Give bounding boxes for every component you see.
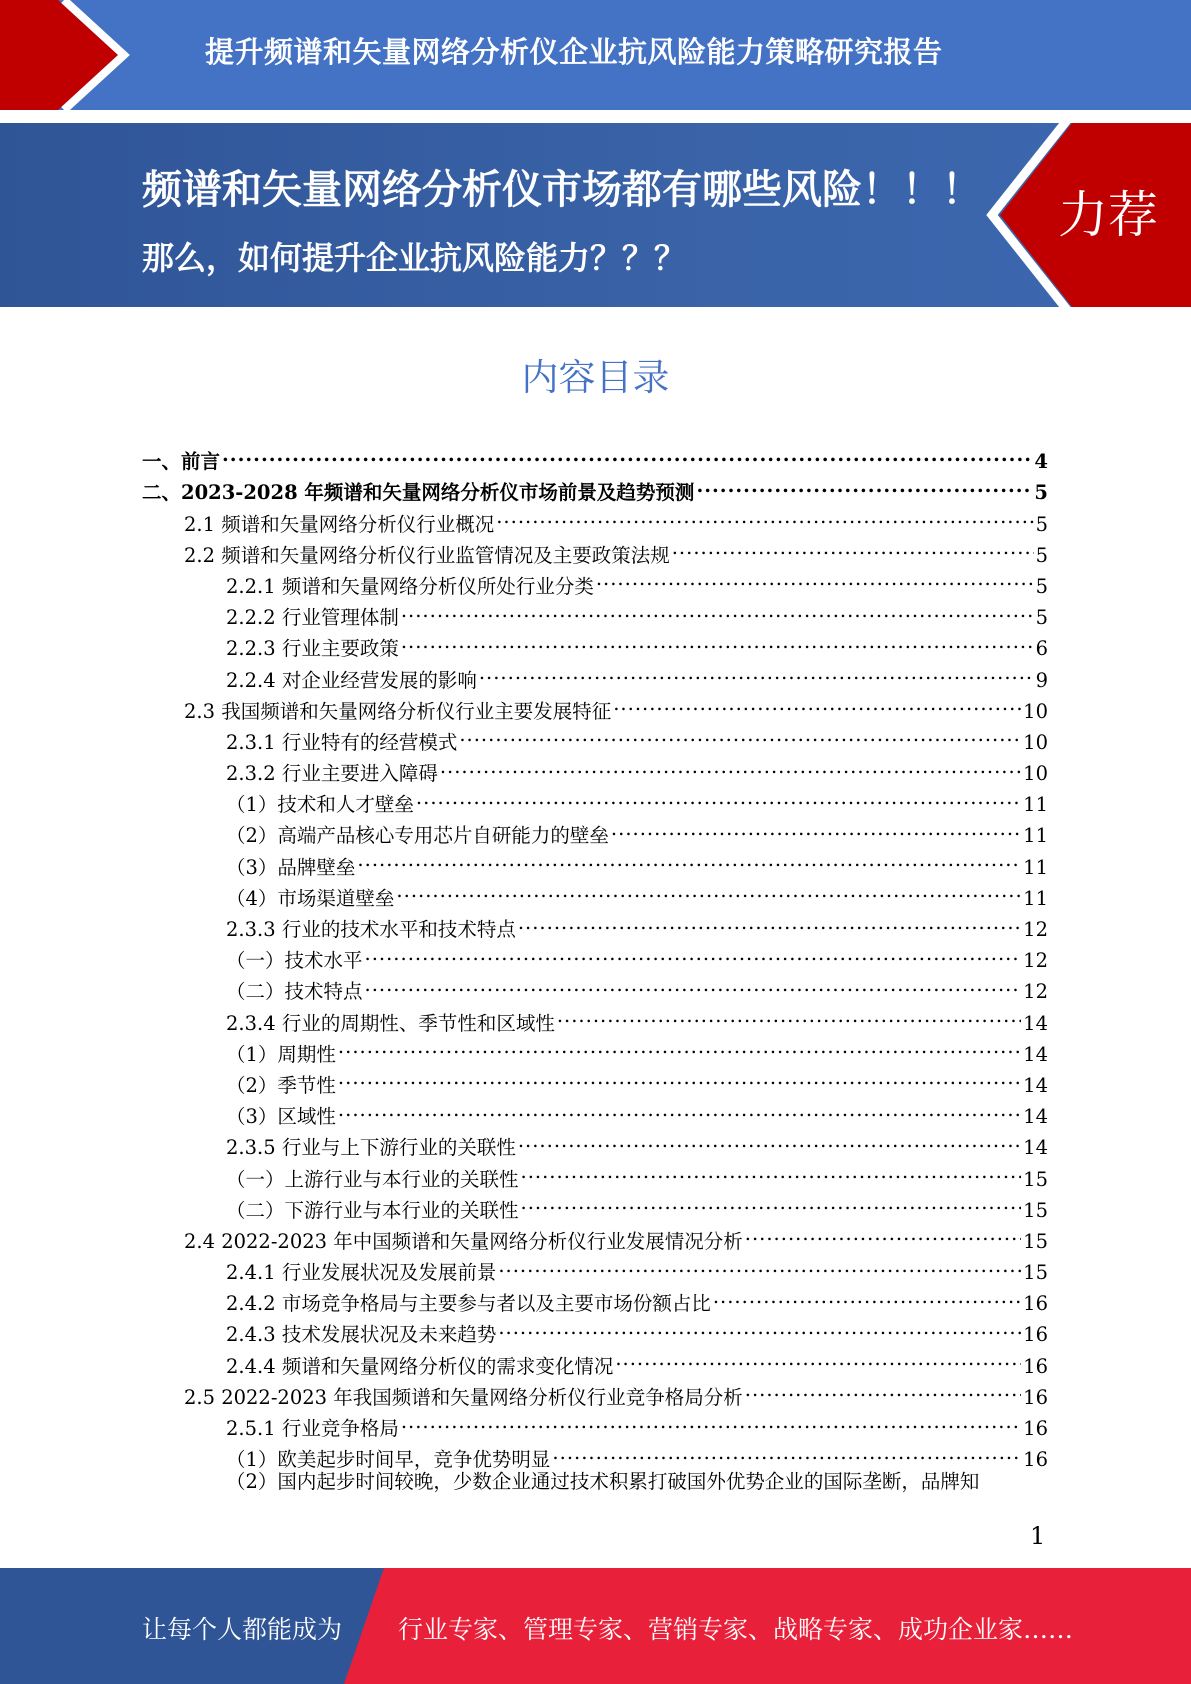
toc-entry-page: 10 bbox=[1023, 762, 1048, 786]
toc-entry-page: 5 bbox=[1035, 606, 1048, 630]
toc-entry-title: 2.4 2022-2023 年中国频谱和矢量网络分析仪行业发展情况分析 bbox=[184, 1229, 743, 1253]
toc-leader-dots bbox=[521, 1154, 1022, 1185]
toc-entry-page: 15 bbox=[1023, 1198, 1048, 1222]
report-title: 提升频谱和矢量网络分析仪企业抗风险能力策略研究报告 bbox=[205, 35, 943, 69]
toc-entry[interactable] bbox=[142, 1466, 1048, 1497]
toc-entry-page: 15 bbox=[1023, 1229, 1048, 1253]
toc-entry-title: （二）技术特点 bbox=[226, 980, 363, 1004]
toc-leader-dots bbox=[611, 811, 1021, 842]
toc-leader-dots bbox=[416, 780, 1021, 811]
toc-leader-dots bbox=[518, 1123, 1021, 1154]
toc-entry-title: （二）下游行业与本行业的关联性 bbox=[226, 1198, 519, 1222]
toc-entry-title: （1）周期性 bbox=[226, 1042, 336, 1066]
toc-leader-dots bbox=[338, 1030, 1021, 1061]
footer-slogan-right: 行业专家、管理专家、营销专家、战略专家、成功企业家…… bbox=[398, 1615, 1074, 1644]
toc-entry-title: （1）技术和人才壁垒 bbox=[226, 793, 414, 817]
page-number: 1 bbox=[1030, 1522, 1046, 1550]
toc-leader-dots bbox=[338, 1092, 1021, 1123]
toc-entry-page: 5 bbox=[1034, 481, 1048, 505]
toc-entry-page: 11 bbox=[1023, 855, 1048, 879]
toc-entry-title: 2.2 频谱和矢量网络分析仪行业监管情况及主要政策法规 bbox=[184, 543, 670, 567]
toc-leader-dots bbox=[479, 655, 1034, 686]
toc-entry-title: 2.4.2 市场竞争格局与主要参与者以及主要市场份额占比 bbox=[226, 1292, 711, 1316]
toc-entry-title: 2.2.2 行业管理体制 bbox=[226, 606, 399, 630]
toc-leader-dots bbox=[365, 936, 1022, 967]
toc-entry-title: 2.4.4 频谱和矢量网络分析仪的需求变化情况 bbox=[226, 1354, 614, 1378]
toc-entry-title: （1）欧美起步时间早，竞争优势明显 bbox=[226, 1448, 551, 1472]
toc-entry-page: 11 bbox=[1023, 824, 1048, 848]
toc-entry-title: 2.1 频谱和矢量网络分析仪行业概况 bbox=[184, 512, 495, 536]
toc-entry-page: 4 bbox=[1034, 450, 1048, 474]
toc-leader-dots bbox=[498, 1248, 1021, 1279]
toc-entry-title: 2.3.1 行业特有的经营模式 bbox=[226, 730, 458, 754]
toc-leader-dots bbox=[745, 1373, 1021, 1404]
toc-leader-dots bbox=[401, 624, 1034, 655]
toc-entry-page: 9 bbox=[1035, 668, 1048, 692]
table-of-contents bbox=[142, 437, 1048, 1497]
footer-slogan-left: 让每个人都能成为 bbox=[142, 1615, 343, 1644]
toc-heading: 内容目录 bbox=[521, 356, 670, 399]
toc-entry-page: 10 bbox=[1023, 699, 1048, 723]
toc-entry-page: 14 bbox=[1023, 1011, 1048, 1035]
toc-entry-page: 5 bbox=[1035, 574, 1048, 598]
toc-entry-title: 2.4.3 技术发展状况及未来趋势 bbox=[226, 1323, 497, 1347]
toc-leader-dots bbox=[672, 531, 1034, 562]
toc-entry-page: 16 bbox=[1023, 1323, 1048, 1347]
headline-improve-question: 那么，如何提升企业抗风险能力？？？ bbox=[142, 239, 687, 277]
toc-entry-page: 16 bbox=[1023, 1385, 1048, 1409]
toc-leader-dots bbox=[222, 437, 1032, 468]
toc-entry-page: 14 bbox=[1023, 1042, 1048, 1066]
toc-entry-page: 16 bbox=[1023, 1354, 1048, 1378]
footer bbox=[0, 1568, 1191, 1684]
toc-entry-page: 12 bbox=[1023, 949, 1048, 973]
toc-leader-dots bbox=[396, 874, 1021, 905]
badge-chevron-decoration bbox=[0, 123, 1191, 307]
toc-leader-dots bbox=[401, 593, 1034, 624]
toc-entry-page: 14 bbox=[1023, 1136, 1048, 1160]
toc-entry-page: 14 bbox=[1023, 1105, 1048, 1129]
toc-leader-dots bbox=[518, 905, 1021, 936]
toc-entry-title: 一、前言 bbox=[142, 450, 221, 474]
toc-entry-title: （2）国内起步时间较晚，少数企业通过技术积累打破国外优势企业的国际垄断，品牌知 bbox=[226, 1470, 980, 1494]
toc-entry-page: 11 bbox=[1023, 886, 1048, 910]
toc-entry-title: 2.4.1 行业发展状况及发展前景 bbox=[226, 1261, 497, 1285]
toc-entry-title: 2.5.1 行业竞争格局 bbox=[226, 1417, 399, 1440]
toc-entry-page: 14 bbox=[1023, 1073, 1048, 1097]
toc-entry-title: 2.3.4 行业的周期性、季节性和区域性 bbox=[226, 1011, 555, 1035]
toc-leader-dots bbox=[401, 1404, 1021, 1435]
toc-entry[interactable] bbox=[142, 437, 1048, 474]
toc-leader-dots bbox=[713, 1279, 1021, 1310]
toc-entry-title: 2.3.5 行业与上下游行业的关联性 bbox=[226, 1136, 516, 1160]
toc-entry-page: 15 bbox=[1023, 1167, 1048, 1191]
toc-entry-title: （2）季节性 bbox=[226, 1073, 336, 1097]
toc-entry-title: （2）高端产品核心专用芯片自研能力的壁垒 bbox=[226, 824, 609, 848]
toc-entry-page: 16 bbox=[1023, 1417, 1048, 1440]
toc-entry-page: 16 bbox=[1023, 1448, 1048, 1472]
toc-leader-dots bbox=[357, 842, 1021, 873]
toc-leader-dots bbox=[440, 749, 1021, 780]
toc-leader-dots bbox=[613, 687, 1021, 718]
recommend-badge: 力荐 bbox=[1058, 186, 1158, 244]
headline-band bbox=[0, 123, 1191, 307]
headline-risk-question: 频谱和矢量网络分析仪市场都有哪些风险！！！ bbox=[142, 167, 982, 213]
toc-leader-dots bbox=[557, 998, 1021, 1029]
toc-entry-title: （一）上游行业与本行业的关联性 bbox=[226, 1167, 519, 1191]
toc-leader-dots bbox=[365, 967, 1022, 998]
banner-separator bbox=[0, 110, 1191, 123]
toc-entry-title: 2.2.3 行业主要政策 bbox=[226, 637, 399, 661]
toc-entry-title: 2.5 2022-2023 年我国频谱和矢量网络分析仪行业竞争格局分析 bbox=[184, 1385, 743, 1409]
toc-leader-dots bbox=[745, 1217, 1021, 1248]
toc-entry-title: （3）品牌壁垒 bbox=[226, 855, 356, 879]
toc-leader-dots bbox=[521, 1186, 1022, 1217]
toc-entry-page: 5 bbox=[1035, 512, 1048, 536]
toc-leader-dots bbox=[552, 1435, 1021, 1466]
toc-entry-page: 6 bbox=[1035, 637, 1048, 661]
red-chevron-decoration bbox=[0, 0, 160, 110]
toc-entry-title: 二、2023-2028 年频谱和矢量网络分析仪市场前景及趋势预测 bbox=[142, 481, 695, 505]
toc-leader-dots bbox=[696, 468, 1032, 499]
toc-entry-title: 2.3.2 行业主要进入障碍 bbox=[226, 762, 438, 786]
toc-leader-dots bbox=[596, 562, 1034, 593]
toc-entry-title: （一）技术水平 bbox=[226, 949, 363, 973]
toc-entry-title: 2.3 我国频谱和矢量网络分析仪行业主要发展特征 bbox=[184, 699, 612, 723]
toc-entry-page: 11 bbox=[1023, 793, 1048, 817]
toc-entry-title: （3）区域性 bbox=[226, 1105, 336, 1129]
toc-leader-dots bbox=[496, 499, 1033, 530]
toc-leader-dots bbox=[498, 1310, 1021, 1341]
toc-entry-page: 15 bbox=[1023, 1261, 1048, 1285]
toc-entry-page: 12 bbox=[1023, 980, 1048, 1004]
toc-entry[interactable] bbox=[142, 468, 1048, 505]
toc-entry-page: 12 bbox=[1023, 918, 1048, 941]
top-banner bbox=[0, 0, 1191, 110]
toc-entry-title: 2.2.1 频谱和矢量网络分析仪所处行业分类 bbox=[226, 574, 594, 598]
toc-leader-dots bbox=[615, 1341, 1021, 1372]
toc-leader-dots bbox=[338, 1061, 1021, 1092]
toc-leader-dots bbox=[459, 718, 1021, 749]
toc-entry-page: 16 bbox=[1023, 1292, 1048, 1316]
toc-entry-page: 5 bbox=[1035, 543, 1048, 567]
toc-entry-title: （4）市场渠道壁垒 bbox=[226, 886, 395, 910]
toc-entry-page: 10 bbox=[1023, 730, 1048, 754]
toc-entry-title: 2.3.3 行业的技术水平和技术特点 bbox=[226, 918, 516, 941]
toc-entry-title: 2.2.4 对企业经营发展的影响 bbox=[226, 668, 477, 692]
